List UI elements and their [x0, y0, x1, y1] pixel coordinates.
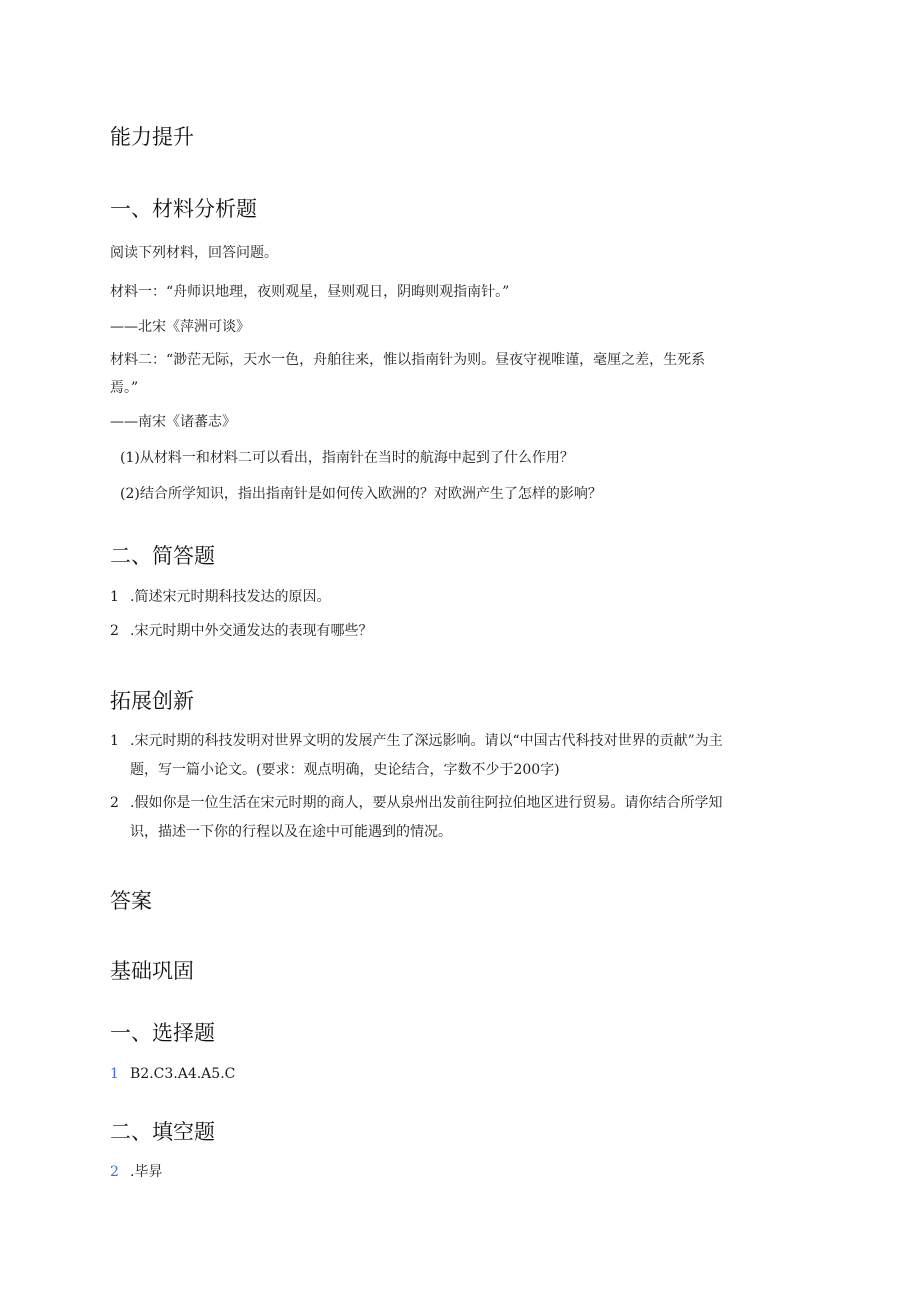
item-number: 2: [110, 623, 119, 639]
short-answer-item: [110, 583, 810, 612]
expand-item: [110, 727, 810, 785]
section-title-answers: 答案: [110, 889, 152, 913]
fill-answers: [110, 1158, 810, 1187]
instruction-text: 阅读下列材料，回答问题。: [110, 245, 278, 261]
question-one: (1)从材料一和材料二可以看出，指南针在当时的航海中起到了什么作用？: [120, 450, 574, 466]
choice-answers: [110, 1060, 810, 1089]
item-text: .宋元时期的科技发明对世界文明的发展产生了深远影响。请以“中国古代科技对世界的贡献”为主 题，写一篇小论文。(要求：观点明确，史论结合，字数不少于200字): [130, 733, 723, 778]
answer-text: B2.C3.A4.A5.C: [130, 1066, 236, 1082]
item-number: 1: [110, 733, 119, 749]
question-two: (2)结合所学知识，指出指南针是如何传入欧洲的？对欧洲产生了怎样的影响？: [120, 486, 602, 502]
section-title-short-answer: 二、简答题: [110, 544, 215, 568]
answer-text: .毕昇: [130, 1164, 163, 1180]
expand-item: [110, 789, 810, 847]
item-text: .假如你是一位生活在宋元时期的商人，要从泉州出发前往阿拉伯地区进行贸易。请你结合所学知 识，描述一下你的行程以及在途中可能遇到的情况。: [130, 795, 723, 840]
item-number: 1: [110, 589, 119, 605]
material-one-source: ——北宋《萍洲可谈》: [110, 319, 250, 335]
short-answer-item: [110, 617, 810, 646]
section-title-basic: 基础巩固: [110, 959, 194, 983]
section-title-fill: 二、填空题: [110, 1120, 215, 1144]
item-text: .宋元时期中外交通发达的表现有哪些？: [130, 623, 373, 639]
material-one: 材料一：“舟师识地理，夜则观星，昼则观日，阴晦则观指南针。”: [110, 284, 510, 300]
section-title-expand: 拓展创新: [110, 689, 194, 713]
section-title-material-analysis: 一、材料分析题: [110, 197, 257, 221]
section-title-ability: 能力提升: [110, 125, 194, 149]
item-number: 2: [110, 795, 119, 811]
answer-number: 1: [110, 1066, 119, 1082]
material-two: 材料二：“渺茫无际，天水一色，舟舶往来，惟以指南针为则。昼夜守视唯谨，毫厘之差，生死系 焉。”: [110, 352, 706, 396]
material-two-source: ——南宋《诸蕃志》: [110, 414, 236, 430]
item-text: .简述宋元时期科技发达的原因。: [130, 589, 331, 605]
section-title-choice: 一、选择题: [110, 1021, 215, 1045]
answer-number: 2: [110, 1164, 119, 1180]
